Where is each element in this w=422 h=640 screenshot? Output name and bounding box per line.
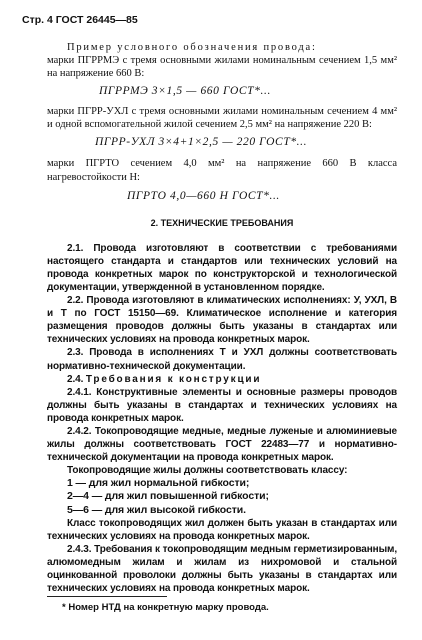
footnote: * Номер НТД на конкретную марку провода.: [62, 602, 269, 613]
page-content: [47, 41, 397, 595]
clause-2-1: 2.1. Провода изготовляют в соответствии с требованиями настоящего стандарта и стандартов или технических условий на провода конкретных марок по конструкторской и технологической документации, утвержденной в установленном порядке.: [47, 242, 397, 293]
example-formula-3: ПГРТО 4,0—660 Н ГОСТ*...: [127, 189, 280, 202]
clause-2-4-title: Требования к конструкции: [85, 373, 262, 385]
clause-2-4: [47, 373, 397, 386]
example-paragraph-1: марки ПГРРМЭ с тремя основными жилами номинальным сечением 1,5 мм² на напряжение 660 В:: [47, 55, 397, 80]
example-title: Пример условного обозначения провода:: [67, 42, 317, 53]
example-formula-2: ПГРР-УХЛ 3×4+1×2,5 — 220 ГОСТ*...: [95, 136, 308, 149]
section-title: 2. ТЕХНИЧЕСКИЕ ТРЕБОВАНИЯ: [150, 217, 294, 228]
example-paragraph-2: марки ПГРР-УХЛ с тремя основными жилами номинальным сечением 4 мм² и одной вспомогательной жилой сечением 2,5 мм² на напряжение 220 В:: [47, 106, 397, 131]
clause-2-4-1: 2.4.1. Конструктивные элементы и основные размеры проводов должны быть указаны в стандартах и технических условиях на провода конкретных марок.: [47, 386, 397, 424]
example-formula-1: ПГРРМЭ 3×1,5 — 660 ГОСТ*...: [99, 85, 271, 98]
classes-intro: Токопроводящие жилы должны соответствовать классу:: [67, 465, 348, 477]
clause-2-4-number: 2.4.: [67, 373, 84, 385]
clause-2-4-2: 2.4.2. Токопроводящие медные, медные луженые и алюминиевые жилы должны соответствовать ГОСТ 22483—77 и нормативно-технической документации на провода конкретных марок.: [47, 425, 397, 464]
class-item: 1 — для жил нормальной гибкости;: [67, 477, 250, 490]
page-header: Стр. 4 ГОСТ 26445—85: [22, 14, 138, 26]
clause-2-3: 2.3. Провода в исполнениях Т и УХЛ должны соответствовать нормативно-технической документации.: [47, 347, 397, 372]
example-paragraph-3: марки ПГРТО сечением 4,0 мм² на напряжение 660 В класса нагревостойкости Н:: [47, 158, 397, 183]
clause-2-4-3: 2.4.3. Требования к токопроводящим медным герметизированным, алюмомедным жилам и жилам из нихромовой и стальной оцинкованной проволоки должны быть указаны в стандартах или технических условиях на провода конкретных марок.: [47, 543, 397, 595]
clause-2-2: 2.2. Провода изготовляют в климатических исполнениях: У, УХЛ, В и Т по ГОСТ 15150—69. Климатическое исполнение и категория размещения проводов должны быть указаны в стандартах или технических условиях на провода конкретных марок.: [47, 295, 397, 346]
class-item: 2—4 — для жил повышенной гибкости;: [67, 490, 269, 503]
footnote-divider: [47, 596, 167, 597]
class-note: Класс токопроводящих жил должен быть указан в стандартах или технических условиях на провода конкретных марок.: [47, 517, 397, 542]
class-item: 5—6 — для жил высокой гибкости.: [67, 503, 246, 516]
